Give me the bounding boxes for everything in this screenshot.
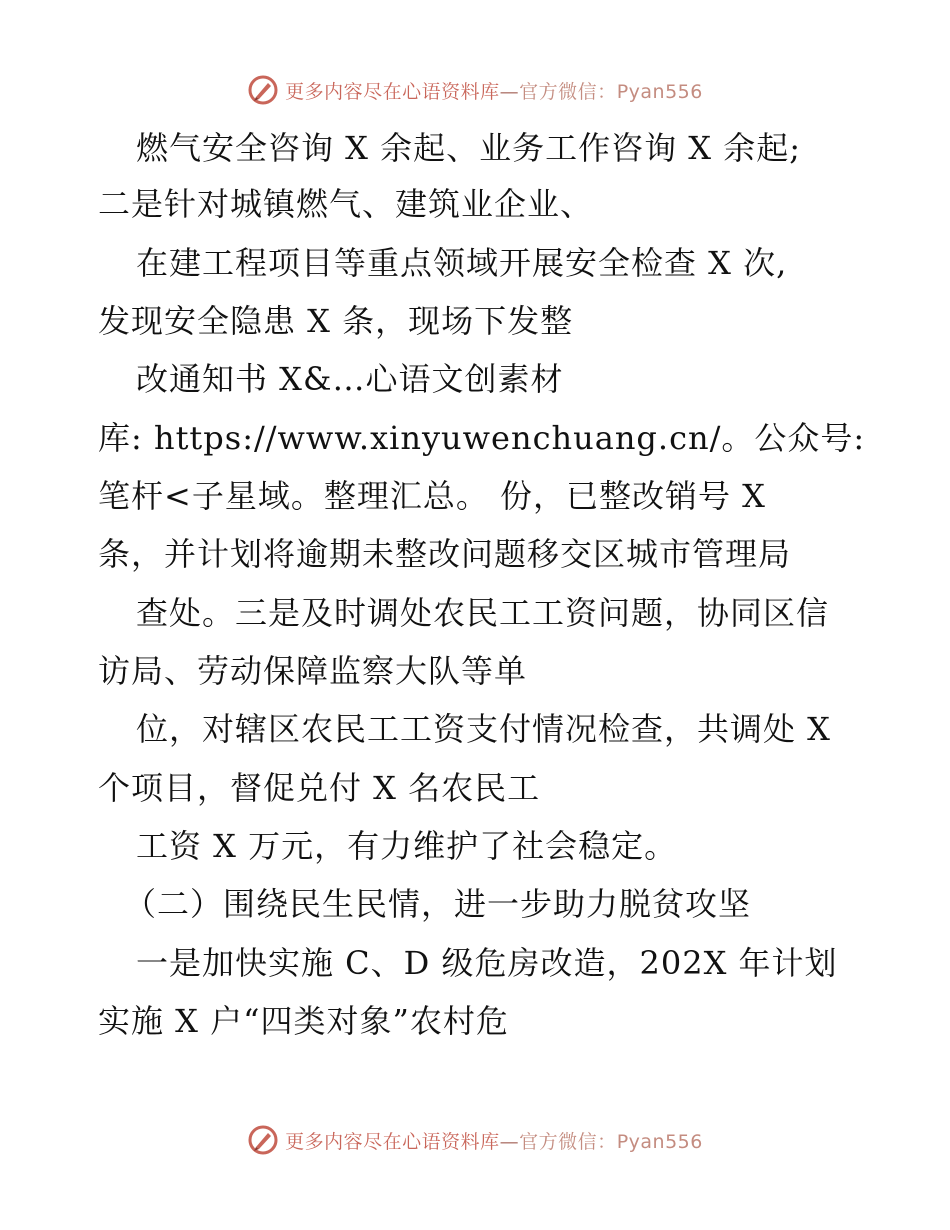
body-line: 一是加快实施 C、D 级危房改造，202X 年计划 [136, 944, 838, 982]
body-line: 发现安全隐患 X 条，现场下发整 [98, 302, 574, 340]
footer-brand: 更多内容尽在心语资料库 [285, 1130, 500, 1153]
body-line: 实施 X 户“四类对象”农村危 [98, 1002, 509, 1040]
body-line: 笔杆<子星域。整理汇总。 份，已整改销号 X [98, 477, 766, 515]
body-line: 在建工程项目等重点领域开展安全检查 X 次, [136, 244, 788, 282]
body-line: 个项目，督促兑付 X 名农民工 [98, 769, 541, 807]
section-heading: （二）围绕民生民情，进一步助力脱贫攻坚 [124, 885, 752, 923]
body-line: 查处。三是及时调处农民工工资问题，协同区信 [136, 594, 830, 632]
body-line: 库: https://www.xinyuwenchuang.cn/。公众号: [98, 419, 866, 457]
footer-wechat-id: Pyan556 [616, 1130, 703, 1153]
footer-separator: — [499, 1130, 520, 1153]
body-line: 工资 X 万元，有力维护了社会稳定。 [136, 827, 678, 865]
footer-watermark [0, 1120, 950, 1160]
pen-logo-icon [247, 1124, 279, 1156]
header-separator: — [499, 80, 520, 103]
pen-logo-icon [247, 74, 279, 106]
body-line: 访局、劳动保障监察大队等单 [98, 652, 528, 690]
header-brand: 更多内容尽在心语资料库 [285, 80, 500, 103]
footer-wechat-label: 官方微信： [519, 1130, 617, 1153]
header-wechat-label: 官方微信： [519, 80, 617, 103]
header-wechat-id: Pyan556 [616, 80, 703, 103]
header-watermark [0, 70, 950, 110]
body-line: 位，对辖区农民工工资支付情况检查，共调处 X [136, 710, 831, 748]
body-line: 二是针对城镇燃气、建筑业企业、 [98, 185, 594, 223]
header-watermark-text [285, 77, 703, 104]
body-line: 燃气安全咨询 X 余起、业务工作咨询 X 余起; [136, 129, 802, 167]
body-line: 条，并计划将逾期未整改问题移交区城市管理局 [98, 535, 792, 573]
body-line: 改通知书 X&…心语文创素材 [136, 360, 564, 398]
footer-watermark-text [285, 1127, 703, 1154]
